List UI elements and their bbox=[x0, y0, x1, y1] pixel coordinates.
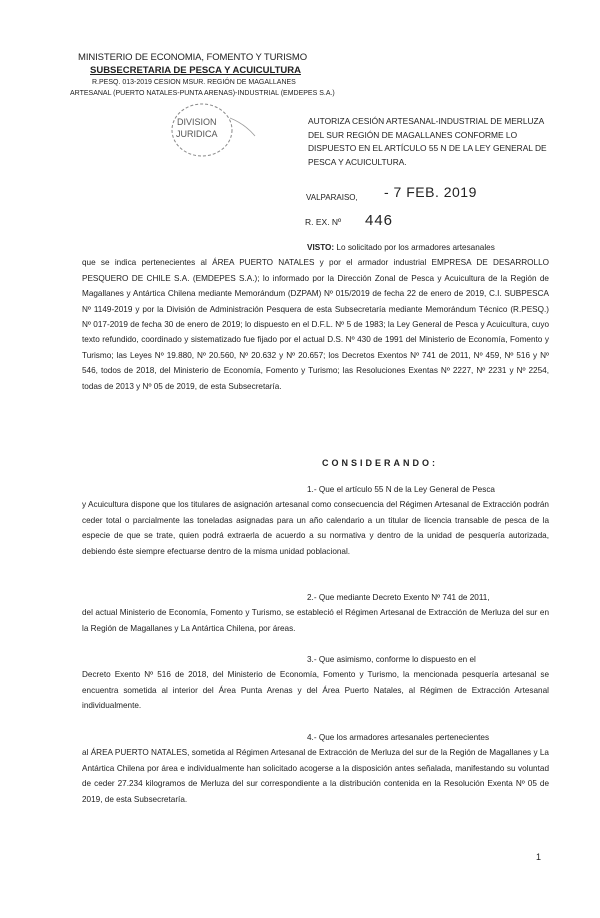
considerando-3-body: Decreto Exento Nº 516 de 2018, del Ministerio de Economía, Fomento y Turismo, la mencionada pesquería artesanal se encuentra sometida al interior del Área Punta Arenas y del Área Puerto Natales, al Régimen de Extracción Artesanal individualmente. bbox=[82, 670, 549, 711]
page-number: 1 bbox=[536, 852, 542, 862]
considerando-2-lead: 2.- Que mediante Decreto Exento Nº 741 de 2011, bbox=[307, 593, 490, 602]
considerando-4 bbox=[82, 730, 549, 807]
subsecretaria-name: SUBSECRETARIA DE PESCA Y ACUICULTURA bbox=[90, 65, 301, 76]
resolution-date: - 7 FEB. 2019 bbox=[384, 184, 477, 200]
stamp-line-1: DIVISION bbox=[177, 117, 217, 127]
reference-line-2: ARTESANAL (PUERTO NATALES-PUNTA ARENAS)-INDUSTRIAL (EMDEPES S.A.) bbox=[70, 90, 335, 97]
considerando-2 bbox=[82, 590, 549, 636]
considerando-1-body: y Acuicultura dispone que los titulares de asignación artesanal como consecuencia del Régimen Artesanal de Extracción podrán ceder total o parcialmente las toneladas asignadas para un año calendario a un titular de licencia transable de pesca de la especie de que se trate, quien podrá extraerla de acuerdo a su normativa y dentro de la unidad de pesquería autorizada, debiendo éste siempre efectuarse dentro de la misma unidad poblacional. bbox=[82, 500, 549, 556]
resolution-title: AUTORIZA CESIÓN ARTESANAL-INDUSTRIAL DE MERLUZA DEL SUR REGIÓN DE MAGALLANES CONFORME LO DISPUESTO EN EL ARTÍCULO 55 N DE LA LEY GENERAL DE PESCA Y ACUICULTURA. bbox=[308, 116, 547, 167]
considerando-4-lead: 4.- Que los armadores artesanales pertenecientes bbox=[307, 733, 490, 742]
resolution-number-label: R. EX. Nº bbox=[305, 217, 342, 227]
visto-lead: Lo solicitado por los armadores artesanales bbox=[334, 243, 495, 252]
visto-label: VISTO: bbox=[307, 243, 335, 252]
considerando-3 bbox=[82, 652, 549, 714]
considerando-1-lead: 1.- Que el artículo 55 N de la Ley General de Pesca bbox=[307, 485, 495, 494]
considerando-2-body: del actual Ministerio de Economía, Fomento y Turismo, se estableció el Régimen Artesanal de Extracción de Merluza del sur en la Región de Magallanes y La Antártica Chilena, por áreas. bbox=[82, 608, 549, 633]
stamp-line-2: JURIDICA bbox=[176, 129, 218, 139]
considerando-heading: CONSIDERANDO: bbox=[322, 458, 439, 468]
ministry-name: MINISTERIO DE ECONOMIA, FOMENTO Y TURISMO bbox=[78, 52, 308, 63]
considerando-4-body: al ÁREA PUERTO NATALES, sometida al Régimen Artesanal de Extracción de Merluza del sur de la Región de Magallanes y La Antártica Chilena por área e individualmente han solicitado acogerse a la disposición antes señalada, manifestando su voluntad de ceder 27.234 kilogramos de Merluza del sur correspondiente a la distribución contenida en la Resolución Exenta Nº 05 de 2019, de esta Subsecretaría. bbox=[82, 748, 549, 804]
considerando-3-lead: 3.- Que asimismo, conforme lo dispuesto en el bbox=[307, 655, 476, 664]
resolution-number: 446 bbox=[365, 212, 394, 229]
visto-body: que se indica pertenecientes al ÁREA PUERTO NATALES y por el armador industrial EMPRESA DE DESARROLLO PESQUERO DE CHILE S.A. (EMDEPES S.A.); lo informado por la Dirección Zonal de Pesca y Acuicultura de la Región de Magallanes y Antártica Chilena mediante Memorándum (DZPAM) Nº 015/2019 de fecha 22 de enero de 2019, C.I. SUBPESCA Nº 1149-2019 y por la División de Administración Pesquera de esta Subsecretaría mediante Memorándum Técnico (R.PESQ.) Nº 017-2019 de fecha 30 de enero de 2019; lo dispuesto en el D.F.L. Nº 5 de 1983; la Ley General de Pesca y Acuicultura, cuyo texto refundido, coordinado y sistematizado fue fijado por el actual D.S. Nº 430 de 1991 del Ministerio de Economía, Fomento y Turismo; las Leyes Nº 19.880, Nº 20.560, Nº 20.632 y Nº 20.657; los Decretos Exentos Nº 741 de 2011, Nº 459, Nº 516 y Nº 546, todos de 2018, del Ministerio de Economía, Fomento y Turismo; las Resoluciones Exentas Nº 2227, Nº 2231 y Nº 2254, todas de 2013 y Nº 05 de 2019, de esta Subsecretaría. bbox=[82, 258, 549, 391]
considerando-1 bbox=[82, 482, 549, 559]
stamp-text bbox=[176, 116, 218, 140]
reference-line-1: R.PESQ. 013-2019 CESION MSUR. REGIÓN DE MAGALLANES bbox=[92, 79, 296, 86]
visto-paragraph bbox=[82, 240, 549, 394]
place-label: VALPARAISO, bbox=[306, 193, 358, 202]
visto-first-line bbox=[82, 240, 549, 255]
